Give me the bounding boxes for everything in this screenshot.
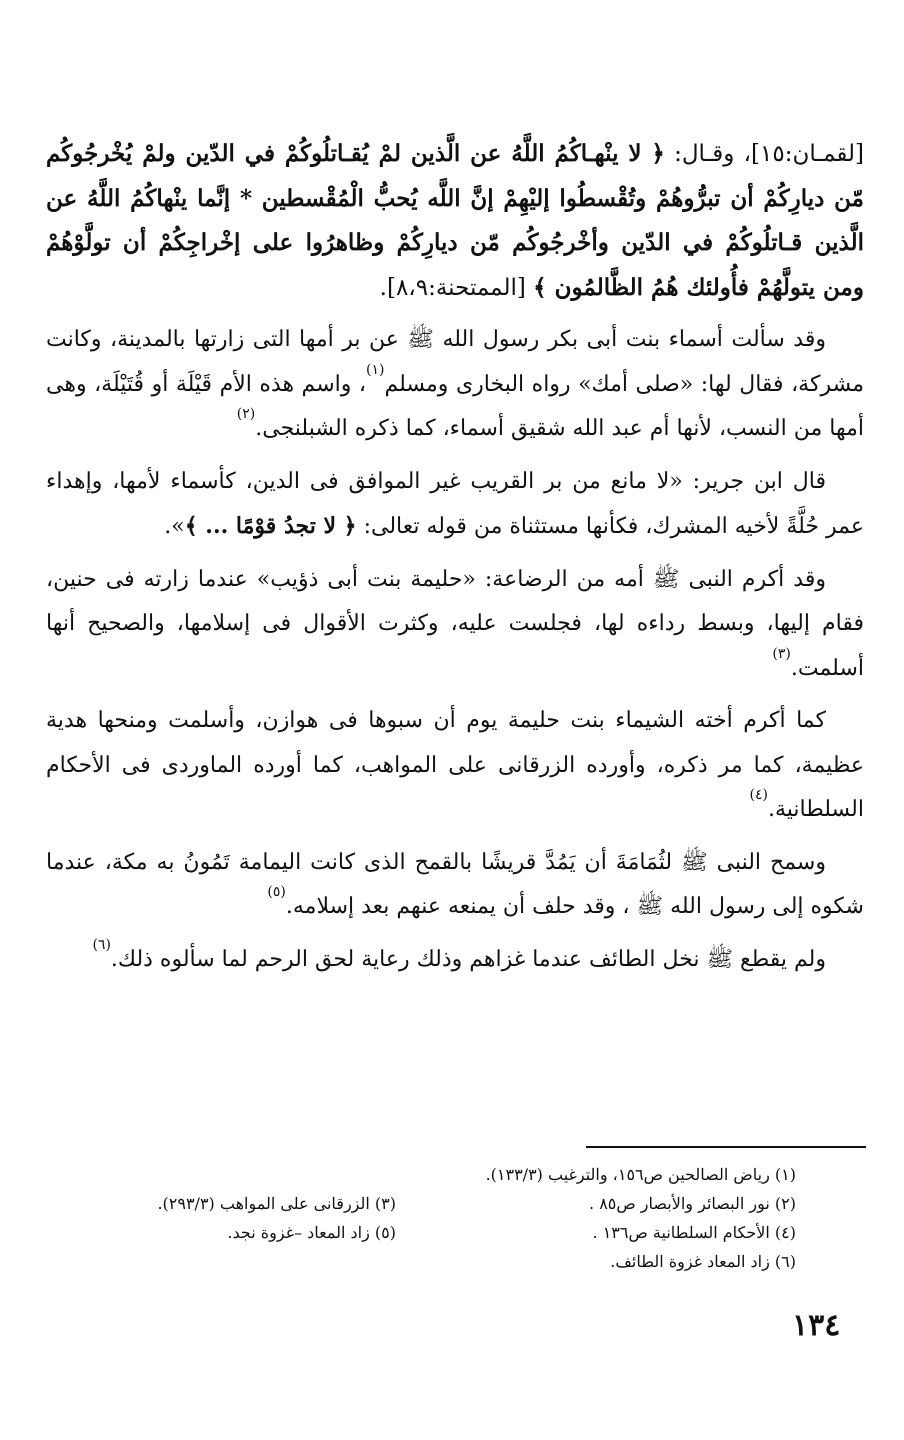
- footnote-ref-6: (٦): [92, 936, 111, 953]
- footnote-ref-2: (٢): [236, 406, 256, 422]
- quran-verse: ﴿ لا ينْهـاكُمُ اللَّهُ عن الَّذين لمْ يُقـاتلُوكُمْ في الدّين ولمْ يُخْرجُوكُم مّن ديارِكُمْ أن تبرُّوهُمْ وتُقْسطُوا إليْهِمْ إنَّ اللَّه يُحبُّ الْمُقْسطين * إنَّما ينْهاكُمُ اللَّهُ عن الَّذين قـاتلُوكُمْ في الدّين وأخْرجُوكُم مّن ديارِكُمْ وظاهرُوا على إخْراجِكُمْ أن تولَّوْهُمْ ومن يتولَّهُمْ فأُولئك هُمُ الظَّالمُون ﴾: [46, 140, 864, 301]
- footnotes: [46, 1160, 796, 1276]
- footnote-row: [46, 1218, 796, 1247]
- footnote-row: [46, 1247, 796, 1276]
- footnote-6: (٦) زاد المعاد غزوة الطائف.: [610, 1252, 796, 1271]
- footnote-4: (٤) الأحكام السلطانية ص١٣٦ .: [592, 1223, 796, 1242]
- surah-reference-lead: [لقمـان:١٥]، وقـال:: [664, 141, 865, 167]
- paragraph-text: ولم يقطع ﷺ نخل الطائف عندما غزاهم وذلك رعاية لحق الرحم لما سألوه ذلك.: [110, 946, 826, 972]
- paragraph-thumama: [46, 841, 864, 930]
- footnote-3: (٣) الزرقانى على المواهب (٢٩٣/٣).: [157, 1194, 396, 1213]
- footnote-2: (٢) نور البصائر والأبصار ص٨٥ .: [589, 1194, 796, 1213]
- paragraph-text: ».: [164, 514, 185, 539]
- page-body: [46, 132, 864, 990]
- paragraph-text: وقد أكرم النبى ﷺ أمه من الرضاعة: «حليمة بنت أبى ذؤيب» عندما زارته فى حنين، فقام إليها، وبسط رداءه لها، فجلست عليه، وكثرت الأقوال فى إسلامها، والصحيح أنها أسلمت.: [46, 566, 864, 681]
- paragraph-asma: [46, 318, 864, 452]
- paragraph-taif: [46, 938, 864, 983]
- paragraph-text: قال ابن جرير: «لا مانع من بر القريب غير الموافق فى الدين، كأسماء لأمها، وإهداء عمر حُلَّةً لأخيه المشرك، فكأنها مستثناة من قوله تعالى:: [46, 468, 864, 539]
- footnote-divider: [586, 1146, 866, 1148]
- footnote-ref-4: (٤): [749, 787, 768, 803]
- surah-reference-tail: [الممتحنة:٨،٩].: [379, 274, 534, 301]
- footnote-row: [46, 1160, 796, 1189]
- paragraph-halima: [46, 558, 864, 692]
- paragraph-text: ، واسم هذه الأم قَيْلَة أو قُتَيْلَة، وهى أمها من النسب، لأنها أم عبد الله شقيق أسماء، كما ذكره الشبلنجى.: [46, 371, 864, 441]
- paragraph-text: كما أكرم أخته الشيماء بنت حليمة يوم أن سبوها فى هوازن، وأسلمت ومنحها هدية عظيمة، كما مر ذكره، وأورده الزرقانى على المواهب، كما أورده الماوردى فى الأحكام السلطانية.: [46, 708, 864, 822]
- paragraph-ibn-jarir: [46, 460, 864, 550]
- paragraph-text: وسمح النبى ﷺ لثُمَامَةَ أن يَمُدَّ قريشًا بالقمح الذى كانت اليمامة تَمُونُ به مكة، عندما شكوه إلى رسول الله ﷺ ، وقد حلف أن يمنعه عنهم بعد إسلامه.: [46, 849, 864, 919]
- paragraph-text: وقد سألت أسماء بنت أبى بكر رسول الله ﷺ عن بر أمها التى زارتها بالمدينة، وكانت مشركة، فقال لها: «صلى أمك» رواه البخارى ومسلم: [46, 327, 865, 397]
- quran-verse: ﴿ لا تجدُ قوْمًا ... ﴾: [184, 513, 357, 539]
- footnote-ref-5: (٥): [267, 884, 286, 900]
- footnote-5: (٥) زاد المعاد –غزوة نجد.: [227, 1223, 396, 1242]
- footnote-1: (١) رياض الصالحين ص١٥٦، والترغيب (١٣٣/٣).: [485, 1165, 796, 1184]
- footnote-row: [46, 1189, 796, 1218]
- quran-paragraph: [46, 132, 864, 310]
- paragraph-shaima: [46, 699, 864, 833]
- footnote-ref-1: (١): [366, 361, 385, 378]
- page-number: ١٣٤: [792, 1308, 841, 1343]
- footnote-ref-3: (٣): [772, 645, 791, 662]
